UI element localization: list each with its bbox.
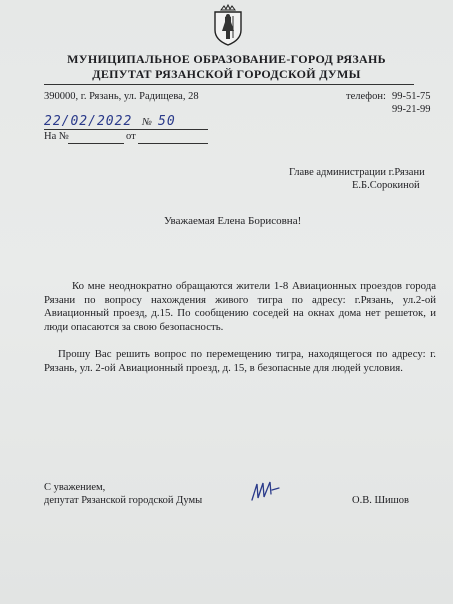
coat-of-arms-icon	[212, 4, 244, 46]
phone-label: телефон:	[346, 91, 386, 102]
recipient-name: Е.Б.Сорокиной	[352, 180, 420, 191]
body-paragraph-1	[44, 280, 436, 334]
sender-address: 390000, г. Рязань, ул. Радищева, 28	[44, 91, 199, 102]
reference-date-blank	[138, 143, 208, 144]
reference-number-label: На №	[44, 131, 69, 142]
recipient-position: Главе администрации г.Рязани	[289, 167, 425, 178]
handwritten-date: 22/02/2022	[44, 114, 133, 129]
reference-number-blank	[68, 143, 124, 144]
handwritten-signature	[248, 478, 282, 508]
greeting: Уважаемая Елена Борисовна!	[164, 215, 302, 227]
phone-number-1: 99-51-75	[392, 91, 431, 102]
header-rule	[44, 84, 414, 85]
body-paragraph-2-text: Прошу Вас решить вопрос по перемещению тигра, находящегося по адресу: г. Рязань, ул. 2-ой Авиационный проезд, д. 15, в безопасные для людей условия.	[44, 348, 436, 374]
handwritten-number: 50	[158, 114, 176, 129]
body-paragraph-1-text: Ко мне неоднократно обращаются жители 1-8 Авиационных проездов города Рязани по вопросу нахождения живого тигра по адресу: г.Рязань, ул.2-ой Авиационный проезд, д.15. По сообщению соседей на окнах дома нет решеток, и люди опасаются за свою безопасность.	[44, 280, 436, 333]
body-paragraph-2	[44, 348, 436, 375]
closing-salutation: С уважением,	[44, 482, 106, 493]
organization-title: МУНИЦИПАЛЬНОЕ ОБРАЗОВАНИЕ-ГОРОД РЯЗАНЬ	[67, 52, 386, 66]
closing-position: депутат Рязанской городской Думы	[44, 495, 203, 506]
registration-underline	[44, 129, 208, 130]
signatory-name: О.В. Шишов	[352, 495, 409, 506]
reference-date-label: от	[126, 131, 136, 142]
phone-number-2: 99-21-99	[392, 104, 431, 115]
deputy-title: ДЕПУТАТ РЯЗАНСКОЙ ГОРОДСКОЙ ДУМЫ	[92, 67, 361, 81]
number-sign: №	[142, 117, 152, 128]
